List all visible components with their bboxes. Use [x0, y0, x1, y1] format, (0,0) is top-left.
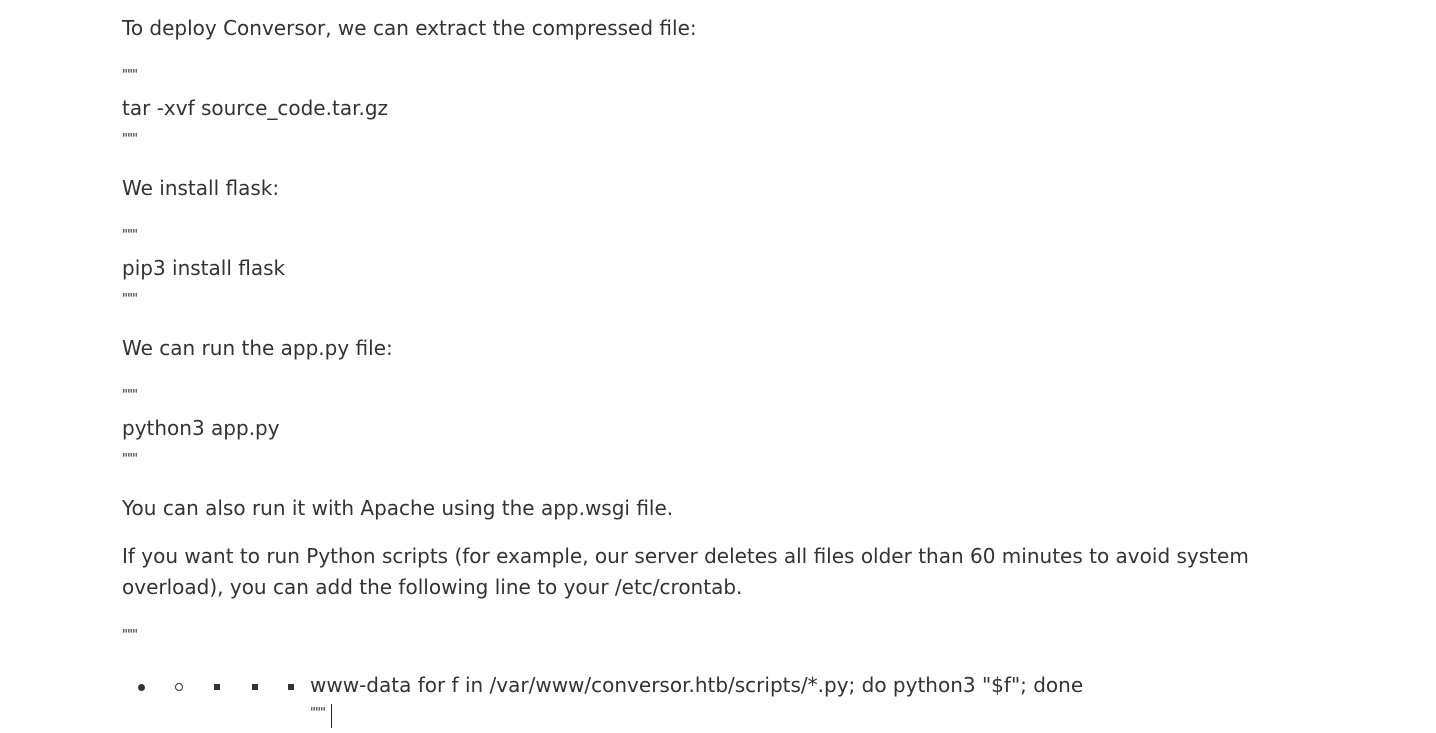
code-python-command: python3 app.py — [122, 416, 280, 440]
paragraph-run: We can run the app.py file: — [122, 336, 393, 360]
paragraph-crontab: If you want to run Python scripts (for example, our server deletes all files older than 60 minutes to avoid system overload), you can add the following line to your /etc/crontab. — [122, 544, 1249, 599]
quote-marks: """ — [122, 292, 137, 307]
code-tar-command: tar -xvf source_code.tar.gz — [122, 96, 389, 120]
list-bullet-square — [286, 672, 296, 702]
quote-marks: """ — [122, 68, 137, 83]
text-caret — [331, 704, 332, 728]
quote-marks: """ — [122, 132, 137, 147]
quote-marks: """ — [122, 628, 137, 643]
list-item-cron-line[interactable]: www-data for f in /var/www/conversor.htb/scripts/*.py; do python3 "$f"; done — [310, 673, 1084, 697]
paragraph-install: We install flask: — [122, 176, 280, 200]
list-bullet-circle — [174, 672, 184, 702]
quote-marks: """ — [122, 228, 137, 243]
list-bullet-disc — [136, 672, 146, 702]
quote-marks: """ — [122, 388, 137, 403]
list-bullet-square — [212, 672, 222, 702]
code-pip-command: pip3 install flask — [122, 256, 286, 280]
quote-marks[interactable]: """ — [310, 706, 325, 721]
paragraph-apache: You can also run it with Apache using the app.wsgi file. — [122, 496, 674, 520]
quote-marks: """ — [122, 452, 137, 467]
paragraph-deploy: To deploy Conversor, we can extract the compressed file: — [122, 16, 697, 40]
list-bullet-square — [250, 672, 260, 702]
